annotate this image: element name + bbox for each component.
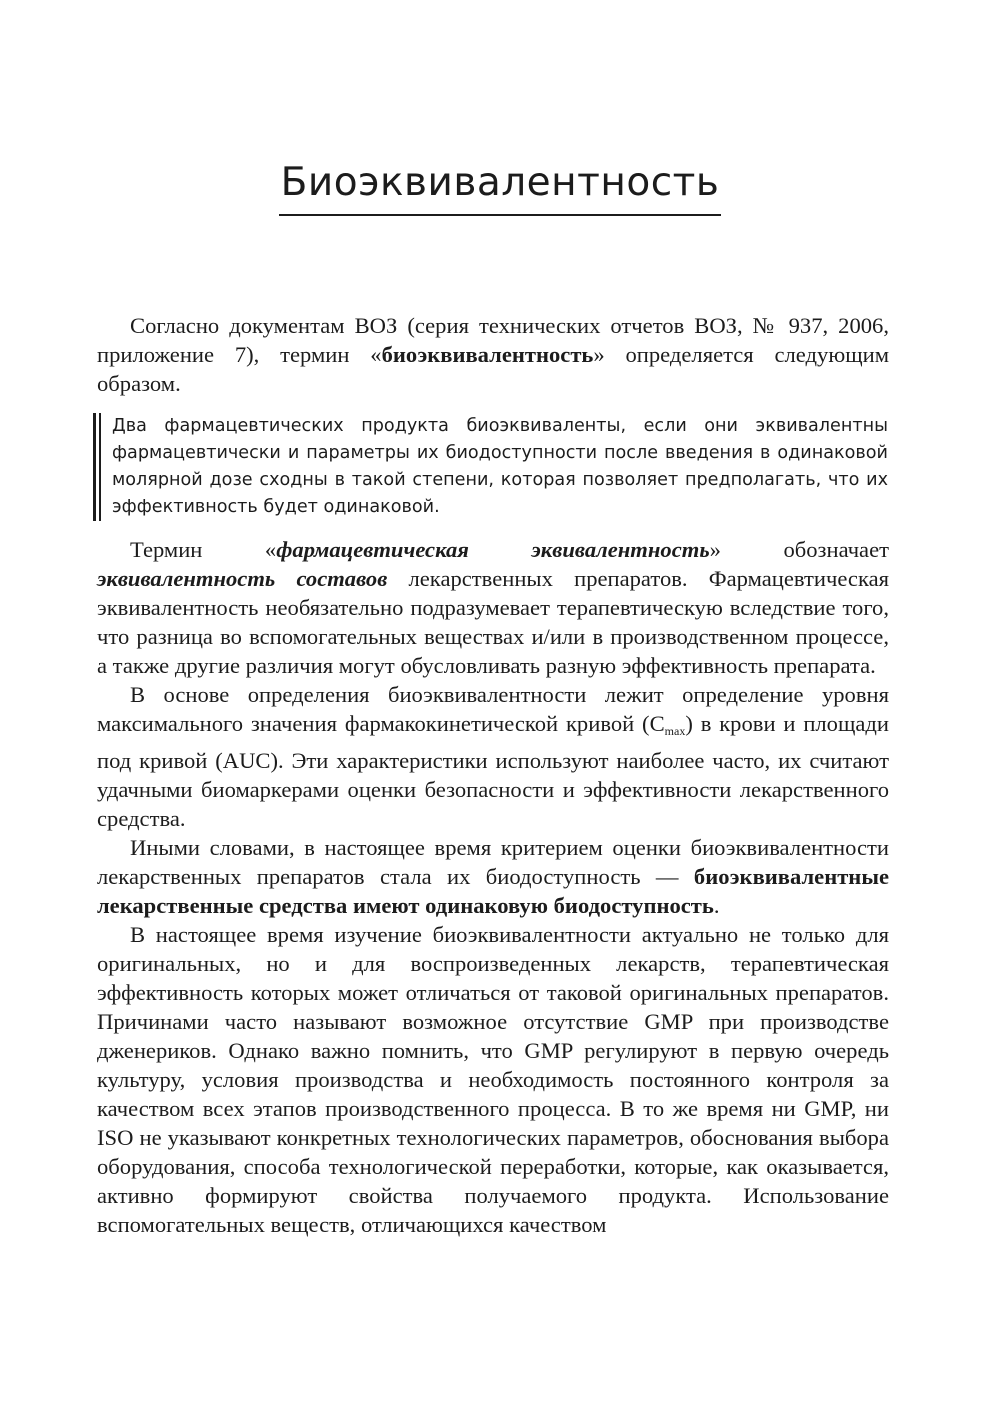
intro-text-1: Согласно документам ВОЗ (серия технических отчетов ВОЗ, № 937, 2006, приложение 7), термин «	[97, 313, 889, 367]
p1-text-1: Термин «	[130, 537, 277, 562]
bioequivalent-statement: биоэквивалентные лекарственные средства имеют одинаковую биодоступность	[97, 864, 889, 918]
title-block	[0, 160, 1000, 216]
p3-text-2: .	[713, 893, 720, 918]
cmax-subscript: max	[664, 724, 686, 738]
term-composition-equivalence: эквивалентность составов	[97, 566, 388, 591]
paragraph-gmp: В настоящее время изучение биоэквивалентности актуально не только для оригинальных, но и для воспроизведенных лекарств, терапевтическая эффективность которых может отличаться от таковой оригинальных препаратов. Причинами часто называют возможное отсутствие GMP при производстве дженериков. Однако важно помнить, что GMP регулируют в первую очередь культуру, условия производства и необходимость постоянного контроля за качеством всех этапов производственного процесса. В то же время ни GMP, ни ISO не указывают конкретных технологических параметров, обоснования выбора оборудования, способа технологической переработки, которые, как оказывается, активно формируют свойства получаемого продукта. Использование вспомогательных веществ, отличающихся качеством	[97, 922, 889, 1237]
paragraph-cmax-auc	[97, 680, 889, 833]
intro-text-2: » определяется следующим образом.	[97, 342, 889, 396]
term-pharmaceutical-equivalence: фармацевтическая эквивалентность	[276, 537, 710, 562]
p1-text-2: » обозначает	[709, 537, 889, 562]
paragraph-bioavailability	[97, 833, 889, 920]
p1-text-3: лекарственных препаратов. Фармацевтическая эквивалентность необязательно подразумевает терапевтическую вследствие того, что разница во вспомогательных веществах и/или в производственном процессе, а также другие различия могут обусловливать разную эффективность препарата.	[97, 566, 890, 678]
definition-quote	[93, 413, 888, 521]
p2-text-1: В основе определения биоэквивалентности лежит определение уровня максимального значения фармакокинетической кривой (C	[97, 682, 889, 736]
quote-bar-inner	[99, 413, 101, 521]
p2-text-2: ) в крови и площади под кривой (AUC). Эти характеристики используют наиболее часто, их считают удачными биомаркерами оценки безопасности и эффективности лекарственного средства.	[97, 711, 889, 831]
intro-paragraph-block	[97, 311, 889, 398]
intro-paragraph	[97, 311, 889, 398]
quote-bar-outer	[93, 413, 96, 521]
paragraph-pharmaceutical-equivalence	[97, 535, 889, 680]
page-title: Биоэквивалентность	[279, 160, 722, 216]
quote-text: Два фармацевтических продукта биоэквиваленты, если они эквивалентны фармацевтически и параметры их биодоступности после введения в одинаковой молярной дозе сходны в такой степени, которая позволяет предполагать, что их эффективность будет одинаковой.	[112, 416, 888, 517]
term-bioequivalence: биоэквивалентность	[381, 342, 594, 367]
main-text-block	[97, 535, 889, 1239]
p3-text-1: Иными словами, в настоящее время критерием оценки биоэквивалентности лекарственных препаратов стала их биодоступность —	[97, 835, 889, 889]
